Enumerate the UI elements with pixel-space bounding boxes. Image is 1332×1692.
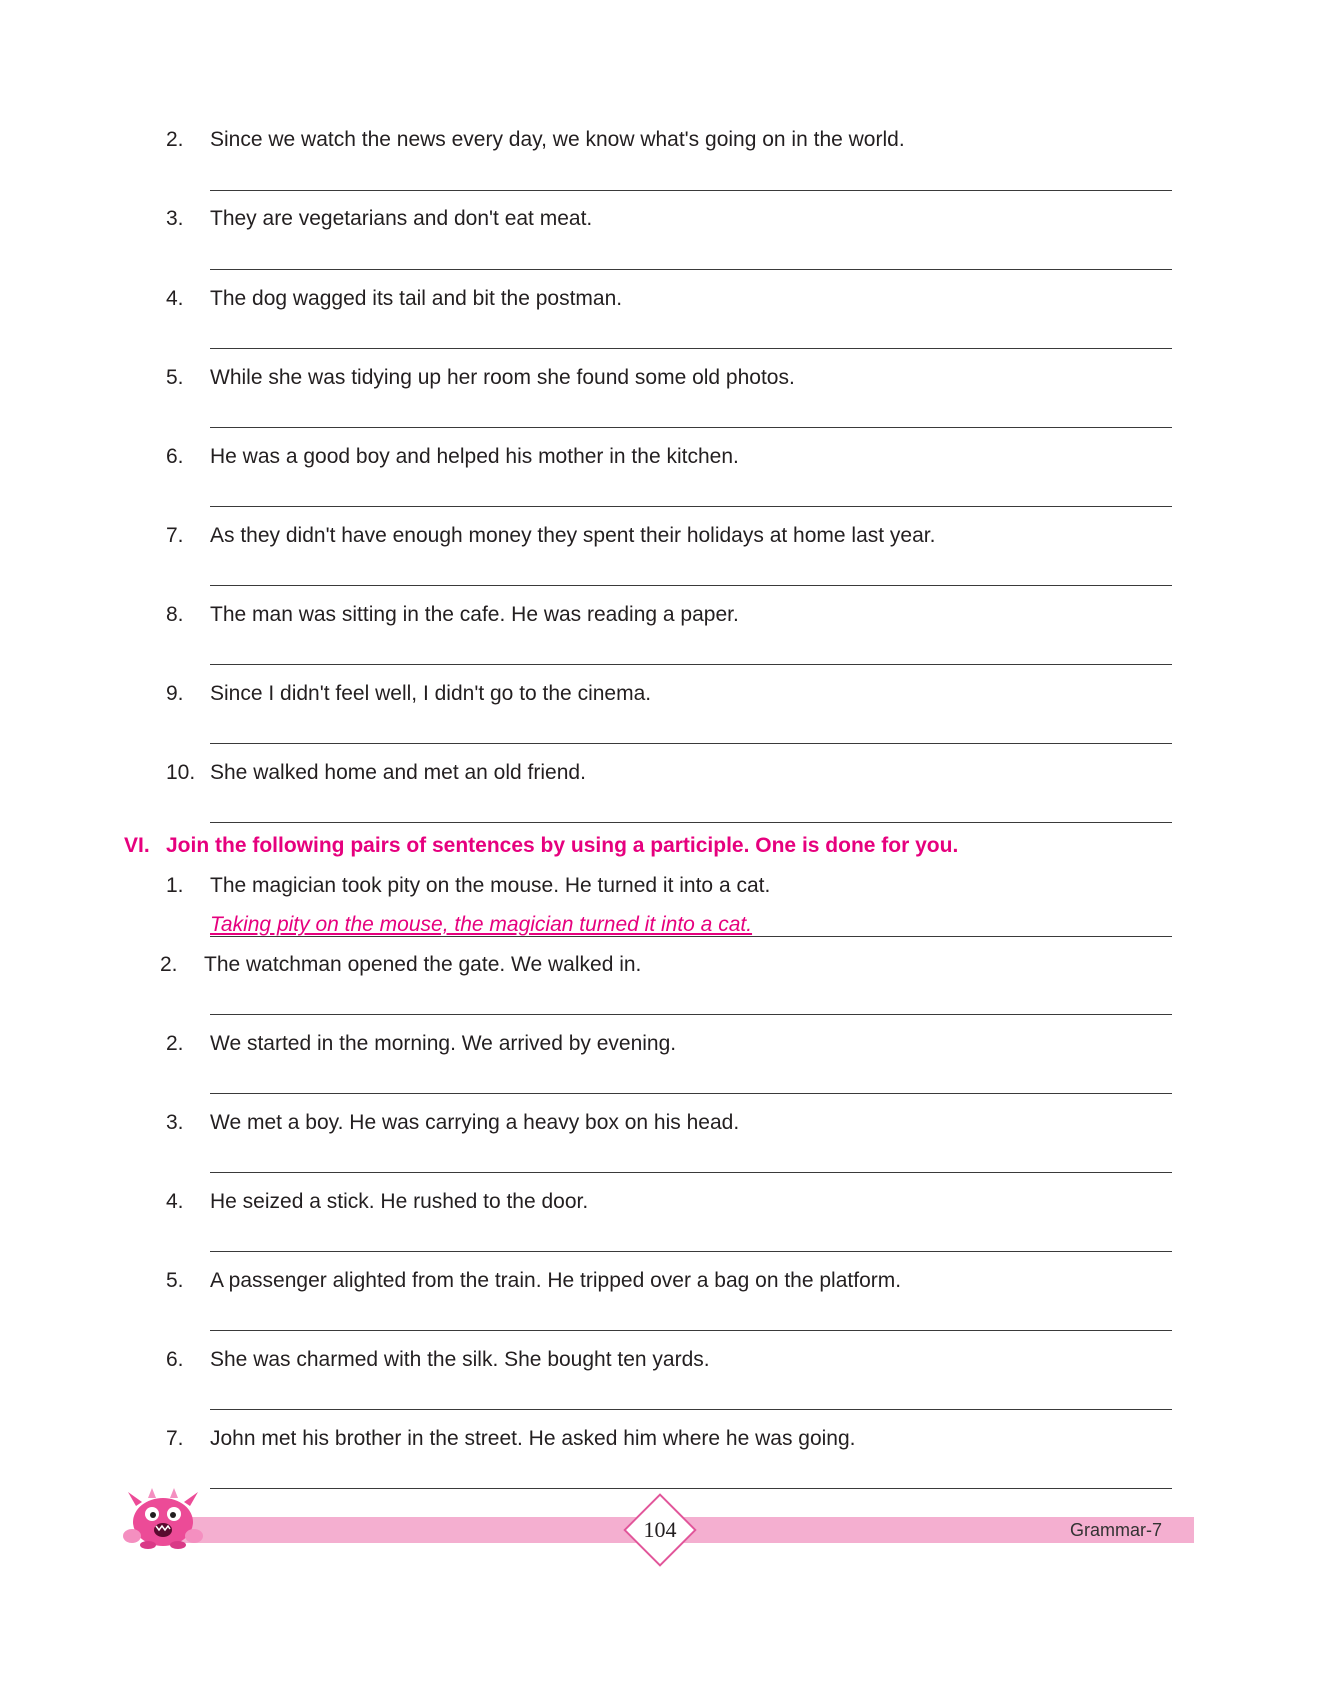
answer-line[interactable] bbox=[210, 822, 1172, 823]
item-sentence: We started in the morning. We arrived by evening. bbox=[210, 1032, 677, 1055]
item-number: 8. bbox=[166, 603, 184, 626]
answer-line[interactable] bbox=[210, 585, 1172, 586]
answer-line[interactable] bbox=[210, 664, 1172, 665]
item-number: 1. bbox=[166, 874, 184, 897]
answer-line[interactable] bbox=[210, 506, 1172, 507]
section-number: VI. bbox=[124, 834, 150, 857]
answer-line[interactable] bbox=[210, 269, 1172, 270]
item-number: 5. bbox=[166, 1269, 184, 1292]
answer-line[interactable] bbox=[210, 427, 1172, 428]
list-item bbox=[166, 1266, 1166, 1296]
pink-monster-icon bbox=[118, 1484, 208, 1550]
item-number: 7. bbox=[166, 1427, 184, 1450]
list-item bbox=[166, 1108, 1166, 1138]
item-sentence: The watchman opened the gate. We walked in. bbox=[204, 953, 642, 976]
item-sentence: We met a boy. He was carrying a heavy box on his head. bbox=[210, 1111, 740, 1134]
list-item bbox=[166, 1424, 1166, 1454]
item-sentence: He was a good boy and helped his mother in the kitchen. bbox=[210, 445, 739, 468]
list-item bbox=[166, 758, 1166, 788]
item-sentence: Since we watch the news every day, we know what's going on in the world. bbox=[210, 128, 905, 151]
list-item bbox=[166, 442, 1166, 472]
list-item bbox=[166, 600, 1166, 630]
item-sentence: She walked home and met an old friend. bbox=[210, 761, 586, 784]
item-number: 2. bbox=[160, 953, 178, 976]
answer-line[interactable] bbox=[210, 1014, 1172, 1015]
list-item bbox=[166, 1187, 1166, 1217]
item-number: 9. bbox=[166, 682, 184, 705]
example-item bbox=[166, 871, 1166, 901]
answer-line[interactable] bbox=[210, 1409, 1172, 1410]
item-sentence: The magician took pity on the mouse. He turned it into a cat. bbox=[210, 874, 771, 897]
item-number: 4. bbox=[166, 287, 184, 310]
list-item bbox=[166, 125, 1166, 155]
answer-line[interactable] bbox=[210, 1172, 1172, 1173]
answer-line[interactable] bbox=[210, 1488, 1172, 1489]
item-number: 7. bbox=[166, 524, 184, 547]
item-number: 2. bbox=[166, 1032, 184, 1055]
list-item bbox=[166, 204, 1166, 234]
item-number: 3. bbox=[166, 207, 184, 230]
answer-line[interactable] bbox=[210, 1093, 1172, 1094]
answer-line[interactable] bbox=[210, 936, 1172, 937]
section-instruction: Join the following pairs of sentences by using a participle. One is done for you. bbox=[166, 834, 959, 857]
item-number: 2. bbox=[166, 128, 184, 151]
item-number: 4. bbox=[166, 1190, 184, 1213]
list-item bbox=[166, 284, 1166, 314]
item-sentence: A passenger alighted from the train. He tripped over a bag on the platform. bbox=[210, 1269, 902, 1292]
answer-line[interactable] bbox=[210, 190, 1172, 191]
list-item bbox=[166, 363, 1166, 393]
item-sentence: While she was tidying up her room she found some old photos. bbox=[210, 366, 795, 389]
item-sentence: The man was sitting in the cafe. He was reading a paper. bbox=[210, 603, 739, 626]
book-title: Grammar-7 bbox=[1070, 1520, 1163, 1540]
page-number: 104 bbox=[643, 1517, 677, 1542]
list-item bbox=[160, 950, 1160, 980]
item-sentence: John met his brother in the street. He asked him where he was going. bbox=[210, 1427, 856, 1450]
list-item bbox=[166, 521, 1166, 551]
answer-line[interactable] bbox=[210, 1251, 1172, 1252]
list-item bbox=[166, 1345, 1166, 1375]
list-item bbox=[166, 679, 1166, 709]
item-number: 6. bbox=[166, 445, 184, 468]
item-sentence: The dog wagged its tail and bit the postman. bbox=[210, 287, 623, 310]
item-number: 10. bbox=[166, 761, 196, 784]
answer-line[interactable] bbox=[210, 1330, 1172, 1331]
item-sentence: Since I didn't feel well, I didn't go to the cinema. bbox=[210, 682, 652, 705]
example-answer: Taking pity on the mouse, the magician turned it into a cat. bbox=[210, 913, 753, 936]
answer-line[interactable] bbox=[210, 348, 1172, 349]
item-number: 3. bbox=[166, 1111, 184, 1134]
answer-line[interactable] bbox=[210, 743, 1172, 744]
item-sentence: They are vegetarians and don't eat meat. bbox=[210, 207, 593, 230]
item-sentence: He seized a stick. He rushed to the door. bbox=[210, 1190, 589, 1213]
item-number: 6. bbox=[166, 1348, 184, 1371]
list-item bbox=[166, 1029, 1166, 1059]
item-sentence: As they didn't have enough money they spent their holidays at home last year. bbox=[210, 524, 936, 547]
item-number: 5. bbox=[166, 366, 184, 389]
item-sentence: She was charmed with the silk. She bought ten yards. bbox=[210, 1348, 710, 1371]
